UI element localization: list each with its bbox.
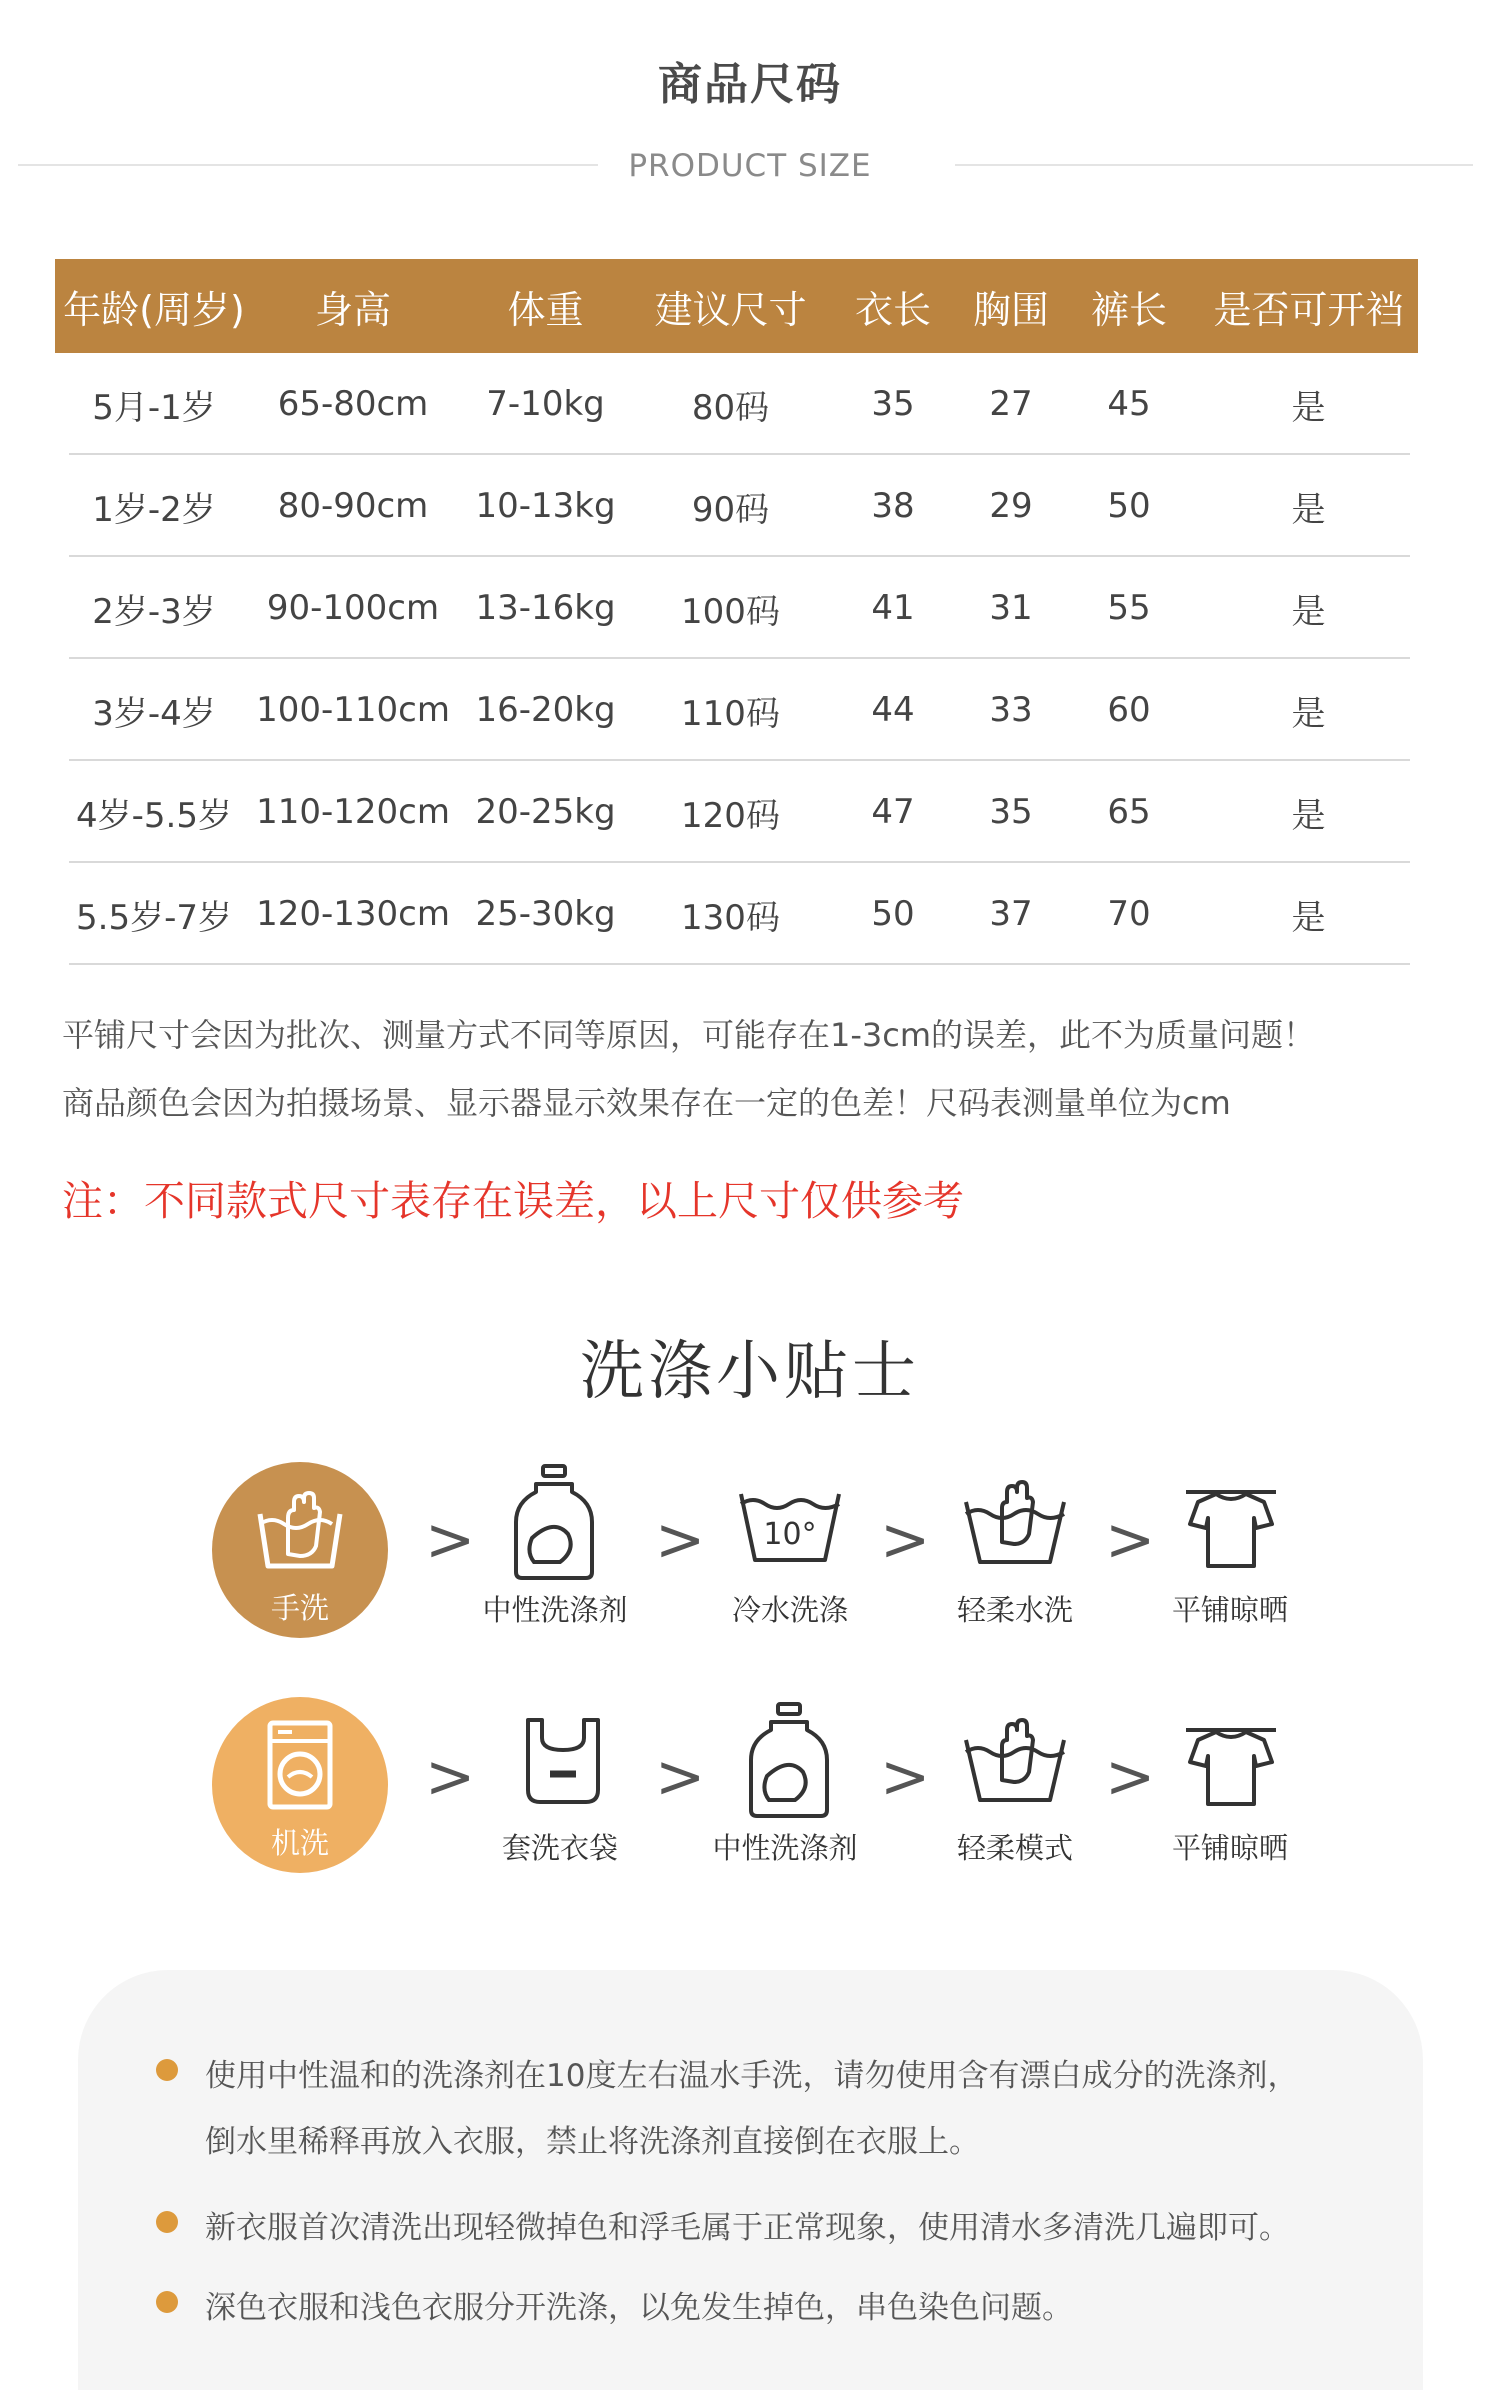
detergent-bottle-icon [500,1462,610,1582]
step-label: 轻柔模式 [956,1831,1073,1865]
column-header: 建议尺寸 [654,287,807,332]
table-cell: 33 [989,690,1033,730]
table-cell: 110码 [681,693,780,734]
table-cell: 120码 [681,795,780,836]
table-cell: 13-16kg [475,588,616,628]
divider-right [955,164,1473,166]
table-cell: 3岁-4岁 [92,693,216,734]
table-row [55,761,1418,863]
table-cell: 27 [989,384,1033,424]
table-row [55,353,1418,455]
size-warning: 注：不同款式尺寸表存在误差，以上尺寸仅供参考 [62,1177,964,1225]
table-cell: 20-25kg [475,792,616,832]
table-cell: 29 [989,486,1033,526]
table-cell: 70 [1107,894,1151,934]
table-cell: 45 [1107,384,1151,424]
table-cell: 41 [871,588,915,628]
table-cell: 25-30kg [475,894,616,934]
table-cell: 35 [871,384,915,424]
gentle-wash-icon [960,1462,1070,1582]
column-header: 裤长 [1090,287,1167,332]
table-cell: 90码 [691,489,770,530]
table-cell: 31 [989,588,1033,628]
step-label: 中性洗涤剂 [712,1831,858,1865]
table-row [55,863,1418,965]
step-label: 平铺晾晒 [1171,1593,1288,1627]
table-cell: 50 [1107,486,1151,526]
table-cell: 是 [1291,489,1326,530]
step-arrow: > [655,1742,706,1812]
tip-text: 新衣服首次清洗出现轻微掉色和浮毛属于正常现象，使用清水多清洗几遍即可。 [205,2210,1290,2246]
table-cell: 2岁-3岁 [92,591,216,632]
temperature-label: 10° [763,1517,817,1552]
table-cell: 44 [871,690,915,730]
color-note: 商品颜色会因为拍摄场景、显示器显示效果存在一定的色差！尺码表测量单位为cm [62,1084,1231,1122]
step-label: 平铺晾晒 [1171,1831,1288,1865]
bullet-dot [156,2059,178,2081]
column-header: 年龄(周岁) [63,287,245,332]
table-cell: 5月-1岁 [92,387,216,428]
table-cell: 5.5岁-7岁 [76,897,232,938]
table-cell: 110-120cm [256,792,450,832]
wash-tips-panel [78,1970,1423,2390]
washing-machine-icon [250,1719,350,1811]
column-header: 体重 [507,287,584,332]
detergent-bottle-icon [735,1700,845,1820]
table-cell: 1岁-2岁 [92,489,216,530]
table-cell: 是 [1291,795,1326,836]
column-header: 衣长 [854,287,931,332]
column-header: 身高 [314,287,391,332]
tip-text: 深色衣服和浅色衣服分开洗涤，以免发生掉色，串色染色问题。 [205,2290,1073,2326]
hand-wash-label: 手洗 [270,1591,329,1625]
step-arrow: > [880,1505,931,1575]
table-cell: 是 [1291,693,1326,734]
size-table [55,259,1418,965]
table-cell: 120-130cm [256,894,450,934]
table-header-row [55,259,1418,353]
step-arrow: > [655,1505,706,1575]
table-cell: 4岁-5.5岁 [76,795,232,836]
table-cell: 55 [1107,588,1151,628]
table-row [55,455,1418,557]
table-cell: 37 [989,894,1033,934]
table-cell: 38 [871,486,915,526]
hand-wash-icon [250,1484,350,1576]
bullet-dot [156,2291,178,2313]
table-cell: 10-13kg [475,486,616,526]
step-label: 套洗衣袋 [501,1831,618,1865]
table-cell: 35 [989,792,1033,832]
table-row [55,659,1418,761]
table-cell: 7-10kg [486,384,605,424]
table-cell: 65-80cm [277,384,429,424]
tip-text: 倒水里稀释再放入衣服，禁止将洗涤剂直接倒在衣服上。 [205,2124,980,2160]
column-header: 是否可开裆 [1213,287,1404,332]
page-title: 商品尺码 [658,59,842,110]
tip-text: 使用中性温和的洗涤剂在10度左右温水手洗，请勿使用含有漂白成分的洗涤剂， [205,2058,1299,2094]
table-cell: 60 [1107,690,1151,730]
dry-flat-icon [1176,1462,1286,1582]
step-label: 中性洗涤剂 [482,1593,628,1627]
wash-tips-title: 洗涤小贴士 [580,1335,920,1409]
cold-water-icon [735,1462,845,1582]
column-header: 胸围 [972,287,1049,332]
step-arrow: > [880,1742,931,1812]
laundry-bag-icon [508,1710,618,1830]
table-cell: 50 [871,894,915,934]
step-arrow: > [1105,1505,1156,1575]
measurement-note: 平铺尺寸会因为批次、测量方式不同等原因，可能存在1-3cm的误差，此不为质量问题！ [62,1016,1316,1054]
table-cell: 90-100cm [266,588,440,628]
page-subtitle: PRODUCT SIZE [628,148,872,184]
step-label: 轻柔水洗 [956,1593,1073,1627]
step-arrow: > [425,1742,476,1812]
gentle-wash-icon [960,1700,1070,1820]
machine-wash-label: 机洗 [270,1826,329,1860]
table-cell: 130码 [681,897,780,938]
bullet-dot [156,2211,178,2233]
dry-flat-icon [1176,1700,1286,1820]
table-cell: 80-90cm [277,486,429,526]
table-cell: 100-110cm [256,690,450,730]
table-cell: 是 [1291,591,1326,632]
table-cell: 80码 [691,387,770,428]
machine-wash-badge [212,1697,388,1873]
table-cell: 是 [1291,897,1326,938]
step-arrow: > [425,1505,476,1575]
table-row [55,557,1418,659]
hand-wash-badge [212,1462,388,1638]
table-cell: 100码 [681,591,780,632]
table-cell: 65 [1107,792,1151,832]
step-arrow: > [1105,1742,1156,1812]
table-cell: 16-20kg [475,690,616,730]
table-cell: 是 [1291,387,1326,428]
step-label: 冷水洗涤 [731,1593,848,1627]
table-cell: 47 [871,792,915,832]
